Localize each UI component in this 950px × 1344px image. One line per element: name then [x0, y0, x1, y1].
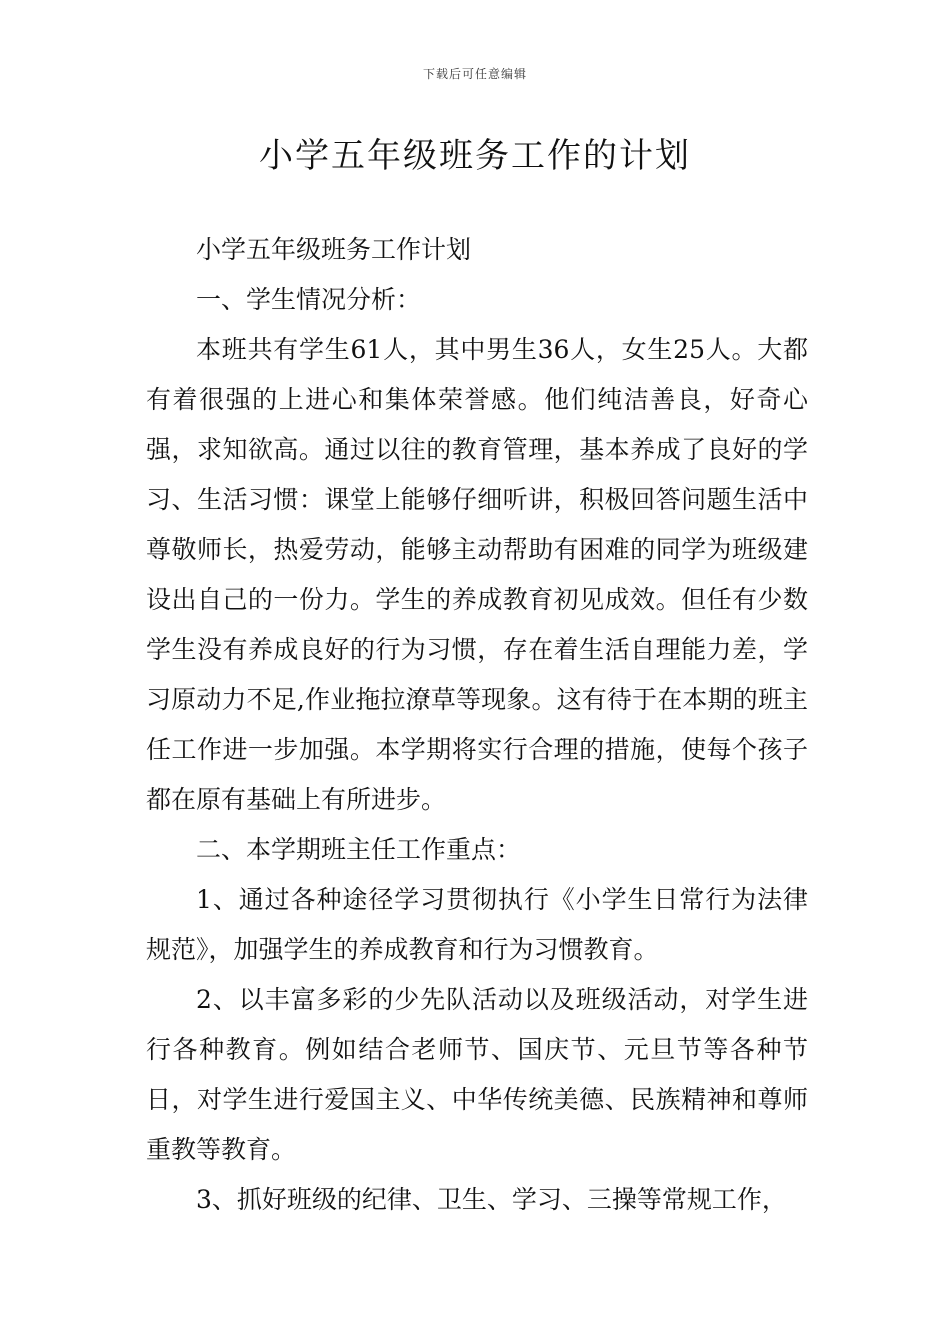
- paragraph-item-1: 1、通过各种途径学习贯彻执行《小学生日常行为法律规范》，加强学生的养成教育和行为习惯教育。: [146, 885, 808, 964]
- paragraph-student-analysis: 本班共有学生61人，其中男生36人，女生25人。大都有着很强的上进心和集体荣誉感。他们纯洁善良，好奇心强，求知欲高。通过以往的教育管理，基本养成了良好的学习、生活习惯：课堂上能够仔细听讲，积极回答问题生活中尊敬师长，热爱劳动，能够主动帮助有困难的同学为班级建设出自己的一份力。学生的养成教育初见成效。但任有少数学生没有养成良好的行为习惯，存在着生活自理能力差，学习原动力不足,作业拖拉潦草等现象。这有待于在本期的班主任工作进一步加强。本学期将实行合理的措施，使每个孩子都在原有基础上有所进步。: [146, 335, 808, 814]
- paragraph-item-2: 2、以丰富多彩的少先队活动以及班级活动，对学生进行各种教育。例如结合老师节、国庆节、元旦节等各种节日，对学生进行爱国主义、中华传统美德、民族精神和尊师重教等教育。: [146, 985, 808, 1164]
- document-body: [146, 225, 808, 1225]
- paragraph-item-3: 3、抓好班级的纪律、卫生、学习、三操等常规工作，: [196, 1185, 787, 1214]
- header-note: 下载后可任意编辑: [422, 67, 527, 81]
- section-heading-work-focus: 二、本学期班主任工作重点：: [196, 835, 522, 864]
- document-title: 小学五年级班务工作的计划: [259, 136, 691, 176]
- section-heading-student-analysis: 一、学生情况分析：: [196, 285, 422, 314]
- paragraph-subtitle: 小学五年级班务工作计划: [196, 235, 472, 264]
